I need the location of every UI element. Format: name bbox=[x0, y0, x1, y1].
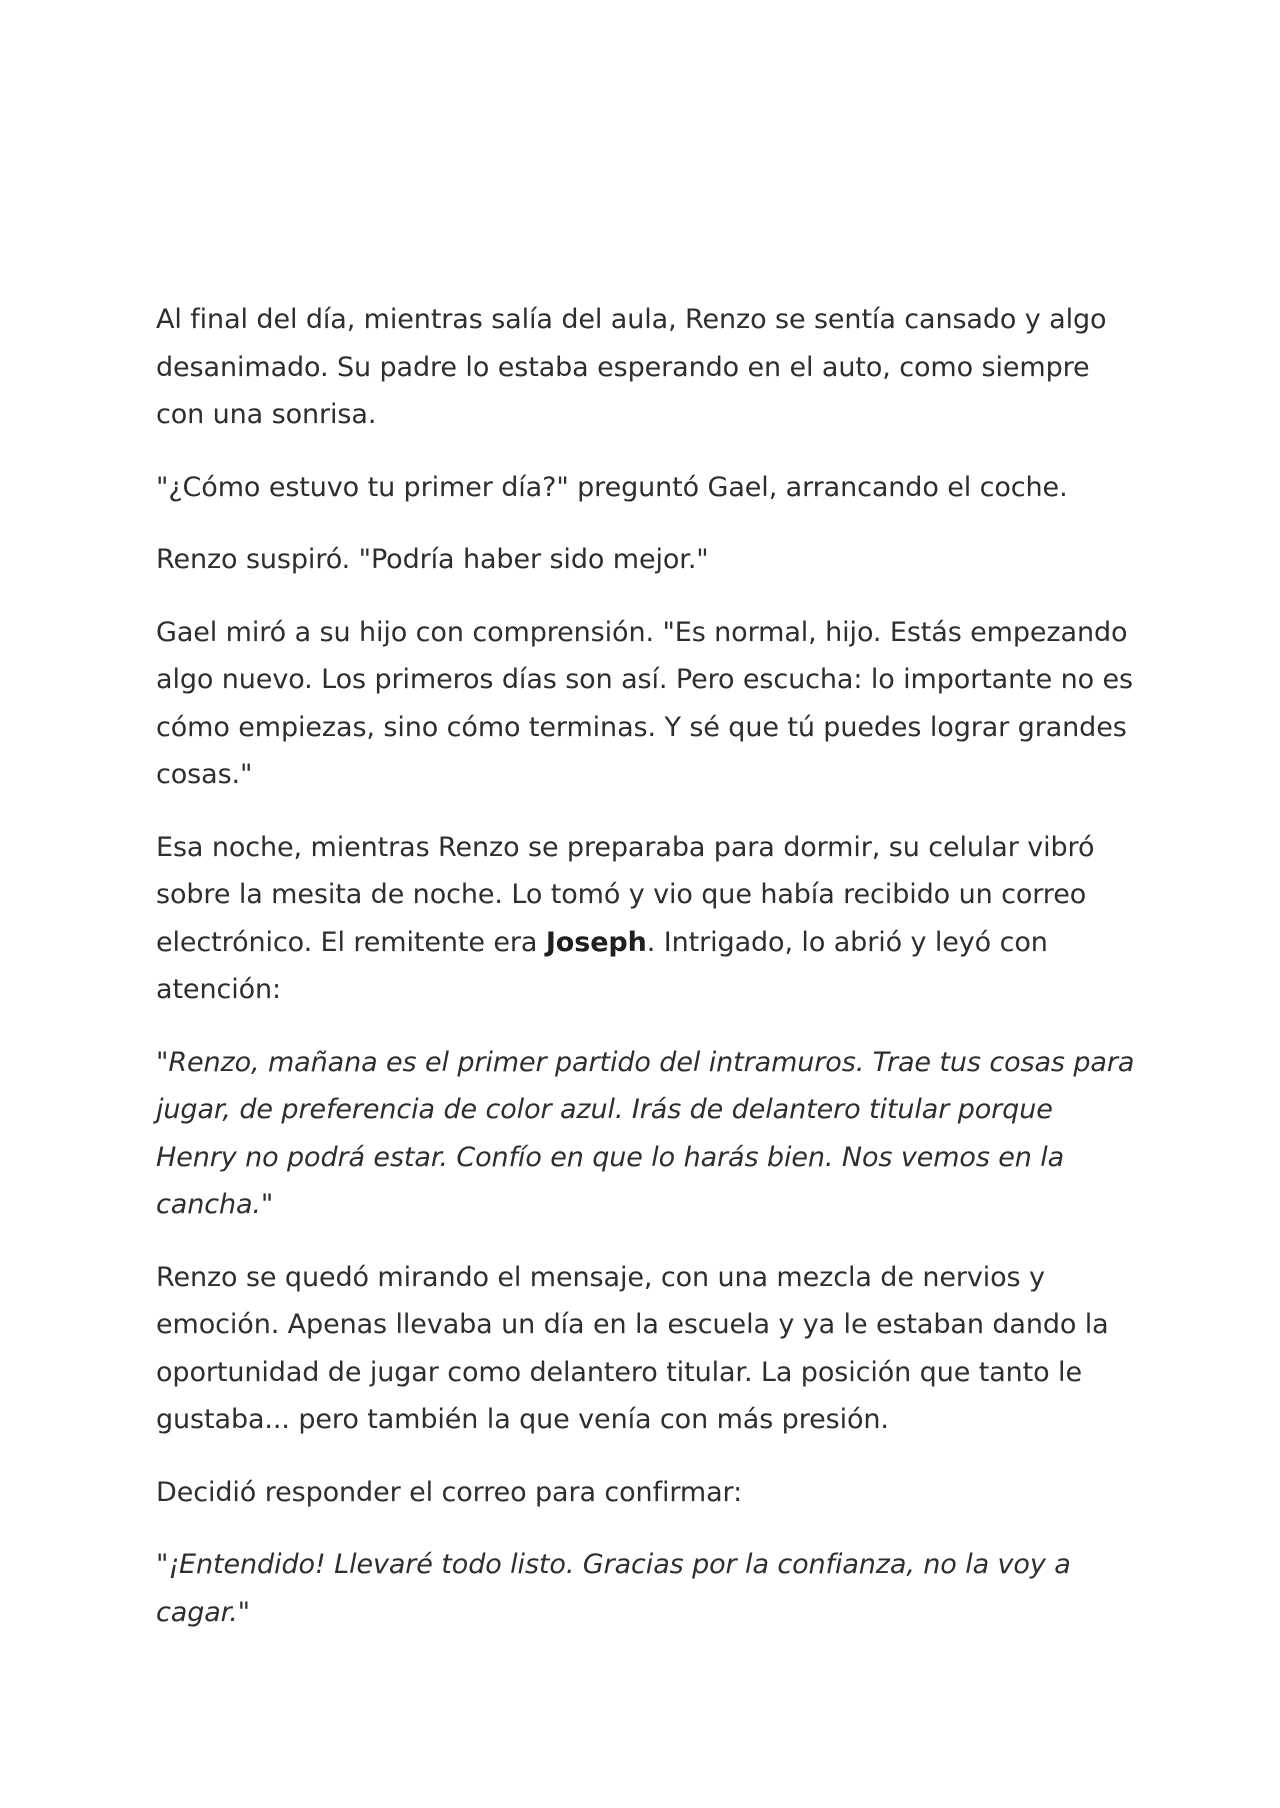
document-body bbox=[156, 296, 1136, 1661]
paragraph-2: "¿Cómo estuvo tu primer día?" preguntó Gael, arrancando el coche. bbox=[156, 471, 1068, 503]
paragraph-1: Al final del día, mientras salía del aula, Renzo se sentía cansado y algo desanimado. Su padre lo estaba esperando en el auto, como siempre con una sonrisa. bbox=[156, 304, 1107, 430]
email-message-quote: "Renzo, mañana es el primer partido del intramuros. Trae tus cosas para jugar, de preferencia de color azul. Irás de delantero titular porque Henry no podrá estar. Confío en que lo harás bien. Nos vemos en la cancha." bbox=[156, 1046, 1135, 1220]
sender-name: Joseph bbox=[545, 926, 647, 958]
paragraph-4: Gael miró a su hijo con comprensión. "Es normal, hijo. Estás empezando algo nuevo. Los primeros días son así. Pero escucha: lo importante no es cómo empiezas, sino cómo terminas. Y sé que tú puedes lograr grandes cosas." bbox=[156, 616, 1134, 790]
paragraph-5 bbox=[156, 824, 1136, 1014]
paragraph-5-text-after: . Intrigado, lo abrió y leyó con atención: bbox=[156, 926, 1048, 1005]
paragraph-5-text-before: Esa noche, mientras Renzo se preparaba para dormir, su celular vibró sobre la mesita de noche. Lo tomó y vio que había recibido un correo electrónico. El remitente era bbox=[156, 831, 1095, 958]
paragraph-3: Renzo suspiró. "Podría haber sido mejor." bbox=[156, 544, 709, 575]
paragraph-8: Decidió responder el correo para confirmar: bbox=[156, 1476, 743, 1508]
reply-message-quote: "¡Entendido! Llevaré todo listo. Gracias por la confianza, no la voy a cagar." bbox=[156, 1549, 1071, 1628]
paragraph-7: Renzo se quedó mirando el mensaje, con una mezcla de nervios y emoción. Apenas llevaba un día en la escuela y ya le estaban dando la oportunidad de jugar como delantero titular. La posición que tanto le gustaba... pero también la que venía con más presión. bbox=[156, 1261, 1109, 1435]
